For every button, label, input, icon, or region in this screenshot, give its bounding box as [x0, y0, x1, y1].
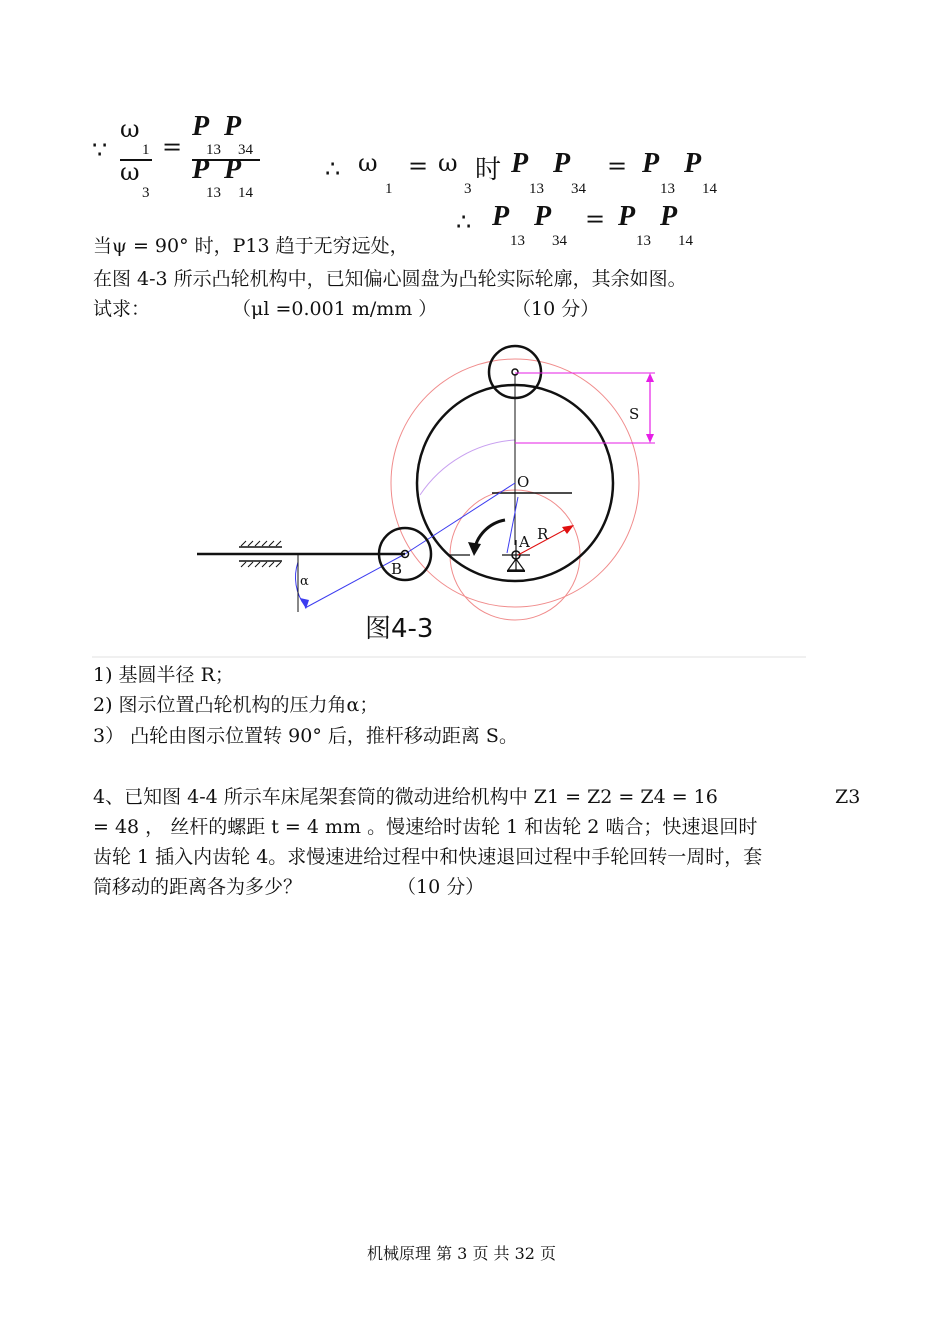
therefore-symbol-1: ∴ [325, 155, 341, 183]
label-R: R [537, 525, 549, 543]
question-2: 2) 图示位置凸轮机构的压力角α； [93, 694, 379, 716]
equals-sign-3: = [607, 152, 628, 180]
P-denominator-1: P [192, 154, 210, 185]
P-a4: P [684, 148, 702, 179]
text-score-1: （10 分） [512, 298, 600, 320]
s-arrowhead-top [646, 373, 654, 382]
sub-b1: 13 [510, 233, 525, 249]
page-footer: 机械原理 第 3 页 共 32 页 [367, 1244, 557, 1263]
sub-b2: 34 [552, 233, 567, 249]
sub-13-numerator: 13 [206, 142, 221, 158]
because-symbol: ∵ [92, 136, 108, 164]
P-b4: P [660, 201, 678, 232]
P-numerator-1: P [192, 111, 210, 142]
omega-denominator: ω [120, 158, 140, 186]
text-ask-label: 试求： [93, 298, 151, 320]
P-a2: P [553, 148, 571, 179]
blue-line-normal [305, 554, 405, 608]
P-b3: P [618, 201, 636, 232]
label-B: B [391, 560, 403, 578]
radius-R-arrowhead [562, 525, 574, 534]
label-S: S [629, 405, 640, 423]
shi-char: 时 [475, 155, 502, 185]
P-b2: P [534, 201, 552, 232]
question-1: 1) 基圆半径 R； [93, 664, 234, 686]
P-a1: P [511, 148, 529, 179]
label-alpha: α [300, 574, 309, 589]
equals-sign-2: = [408, 152, 429, 180]
lilac-arc [420, 440, 515, 495]
problem4-score: （10 分） [397, 876, 485, 898]
omega-denominator-subscript: 3 [142, 185, 150, 201]
omega-1: ω [358, 149, 378, 177]
sub-a1: 13 [529, 181, 544, 197]
label-A: A [519, 533, 530, 551]
sub-a2: 34 [571, 181, 586, 197]
sub-34-numerator: 34 [238, 142, 253, 158]
therefore-symbol-2: ∴ [456, 208, 472, 236]
P-denominator-2: P [224, 154, 242, 185]
P-b1: P [492, 201, 510, 232]
text-psi-line: 当ψ = 90° 时，P13 趋于无穷远处， [93, 235, 409, 257]
rotation-arrowhead [468, 542, 481, 556]
sub-14-denominator: 14 [238, 185, 253, 201]
P-a3: P [642, 148, 660, 179]
problem4-line4: 筒移动的距离各为多少？ [93, 876, 303, 898]
sub-a3: 13 [660, 181, 675, 197]
equals-sign-4: = [585, 205, 606, 233]
text-scale: （μl =0.001 m/mm ） [232, 298, 438, 320]
omega-numerator: ω [120, 115, 140, 143]
s-arrowhead-bottom [646, 434, 654, 443]
alpha-arrowhead [300, 598, 309, 609]
sub-b4: 14 [678, 233, 693, 249]
text-problem3-intro: 在图 4-3 所示凸轮机构中，已知偏心圆盘为凸轮实际轮廓，其余如图。 [93, 268, 687, 290]
question-3: 3） 凸轮由图示位置转 90° 后，推杆移动距离 S。 [93, 725, 518, 747]
sub-b3: 13 [636, 233, 651, 249]
omega-numerator-subscript: 1 [142, 142, 150, 158]
problem4-line1: 4、已知图 4-4 所示车床尾架套筒的微动进给机构中 Z1 = Z2 = Z4 = 16 [93, 786, 718, 808]
problem4-line3: 齿轮 1 插入内齿轮 4。求慢速进给过程中和快速退回过程中手轮回转一周时，套 [93, 846, 763, 868]
omega-1-subscript: 1 [385, 181, 393, 197]
problem4-line2: = 48 ， 丝杆的螺距 t = 4 mm 。慢速给时齿轮 1 和齿轮 2 啮合；快速退回时 [93, 816, 758, 838]
omega-3-subscript: 3 [464, 181, 472, 197]
label-O: O [517, 473, 530, 491]
omega-3: ω [438, 149, 458, 177]
figure-caption: 图4-3 [365, 614, 434, 644]
sub-13-denominator: 13 [206, 185, 221, 201]
equals-sign-1: = [162, 133, 183, 161]
sub-a4: 14 [702, 181, 717, 197]
P-numerator-2: P [224, 111, 242, 142]
problem4-line1-end: Z3 [835, 786, 861, 808]
